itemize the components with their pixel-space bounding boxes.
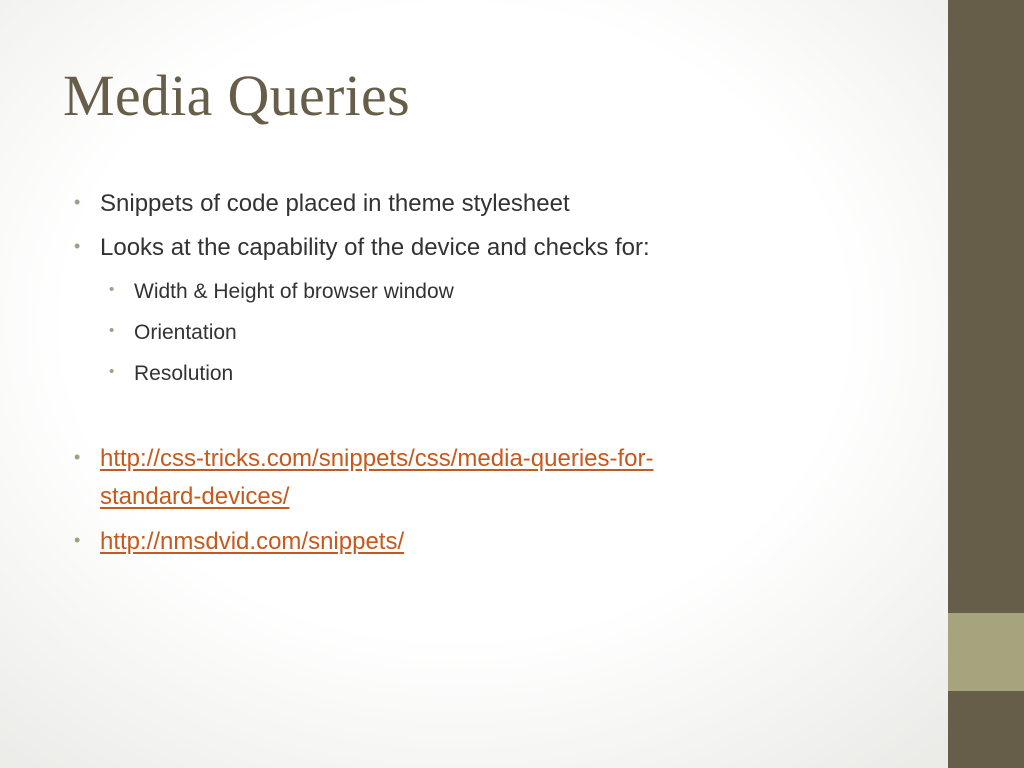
- bullet-marker: •: [74, 530, 81, 550]
- sub-bullet-orientation: Orientation: [134, 321, 237, 344]
- link-css-tricks-line1[interactable]: http://css-tricks.com/snippets/css/media-queries-for-: [100, 445, 654, 472]
- bullet-item-capability: Looks at the capability of the device and checks for:: [100, 234, 650, 261]
- bullet-marker: •: [74, 192, 81, 212]
- sidebar-decoration-accent: [948, 613, 1024, 691]
- link-css-tricks-line2[interactable]: standard-devices/: [100, 483, 290, 510]
- slide-title: Media Queries: [63, 63, 410, 128]
- bullet-marker: •: [74, 447, 81, 467]
- bullet-item-snippets: Snippets of code placed in theme stylesheet: [100, 190, 570, 217]
- bullet-marker: •: [74, 236, 81, 256]
- sub-bullet-marker: •: [109, 322, 115, 339]
- sub-bullet-resolution: Resolution: [134, 362, 234, 385]
- link-nmsdvid[interactable]: http://nmsdvid.com/snippets/: [100, 528, 405, 555]
- sub-bullet-marker: •: [109, 363, 115, 380]
- sub-bullet-width-height: Width & Height of browser window: [134, 280, 454, 303]
- sub-bullet-marker: •: [109, 281, 115, 298]
